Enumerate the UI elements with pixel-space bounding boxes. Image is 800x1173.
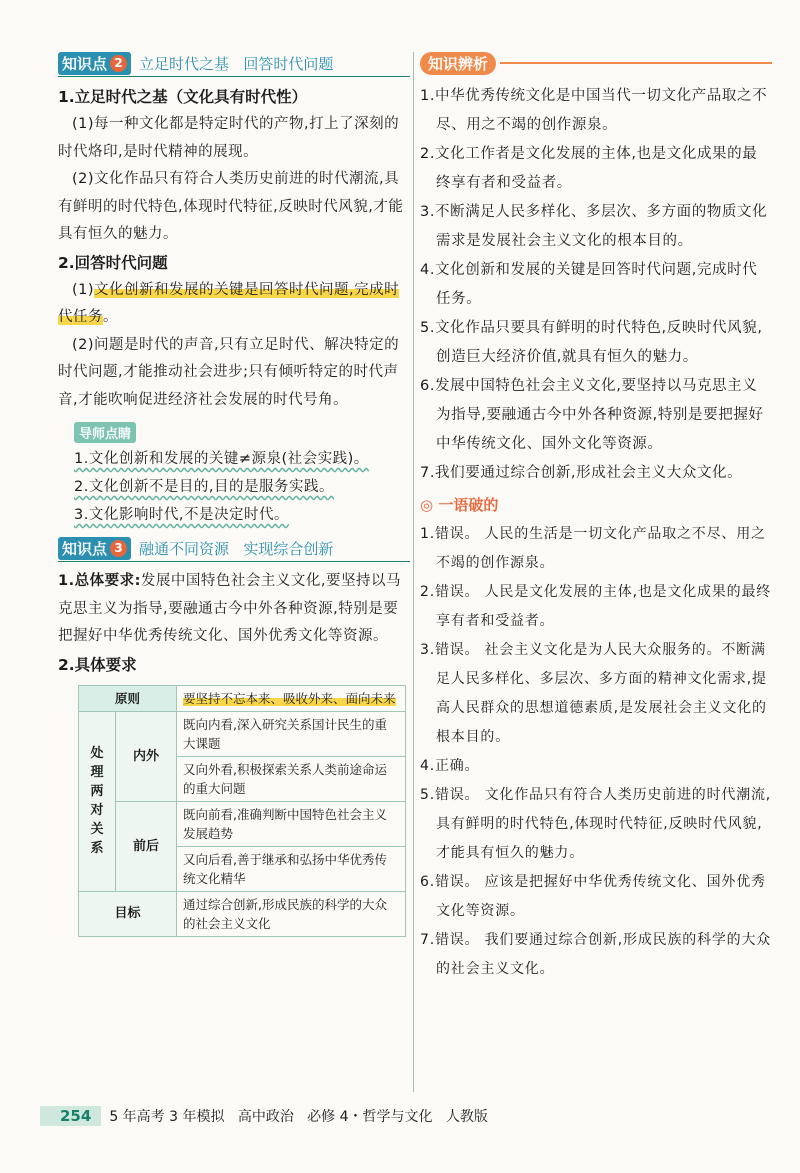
paragraph: (2)问题是时代的声音,只有立足时代、解决特定的时代问题,才能推动社会进步;只有倾听特定的时代声音,才能吹响促进经济社会发展的时代号角。 — [58, 336, 400, 408]
knowledge-point-title: 融通不同资源 实现综合创新 — [139, 539, 334, 558]
table-cell: 要坚持不忘本来、吸收外来、面向未来 — [177, 685, 406, 711]
knowledge-point-title: 立足时代之基 回答时代问题 — [139, 54, 334, 73]
table-cell: 又向后看,善于继承和弘扬中华优秀传统文化精华 — [177, 846, 406, 891]
section-heading: 1.立足时代之基（文化具有时代性） — [58, 88, 308, 106]
list-item: 4.正确。 — [420, 758, 480, 774]
table-cell: 原则 — [79, 685, 177, 711]
knowledge-point-number: 2 — [110, 55, 127, 72]
list-item: 5.文化作品只要具有鲜明的时代特色,反映时代风貌,创造巨大经济价值,就具有恒久的魅力。 — [420, 320, 763, 365]
knowledge-point-tag: 知识点 3 — [58, 537, 131, 560]
header-rule — [500, 62, 772, 64]
table-row — [79, 801, 406, 846]
list-item: 2.文化工作者是文化发展的主体,也是文化成果的最终享有者和受益者。 — [420, 146, 758, 191]
knowledge-point-2-header — [58, 50, 410, 77]
list-item: 1.中华优秀传统文化是中国当代一切文化产品取之不尽、用之不竭的创作源泉。 — [420, 88, 768, 133]
list-item: 3.不断满足人民多样化、多层次、多方面的物质文化需求是发展社会主义文化的根本目的。 — [420, 204, 768, 249]
list-item: 7.错误。 我们要通过综合创新,形成民族的科学的大众的社会主义文化。 — [420, 932, 772, 977]
section-heading: 2.回答时代问题 — [58, 253, 168, 272]
table-cell: 前后 — [116, 801, 177, 891]
section-heading: 2.具体要求 — [58, 655, 137, 674]
paragraph: (1)每一种文化都是特定时代的产物,打上了深刻的时代烙印,是时代精神的展现。 — [58, 116, 400, 160]
page-footer — [40, 1104, 740, 1128]
discrimination-list — [420, 82, 772, 488]
table-cell: 通过综合创新,形成民族的科学的大众的社会主义文化 — [177, 891, 406, 936]
list-item: 6.错误。 应该是把握好中华优秀传统文化、国外优秀文化等资源。 — [420, 874, 766, 919]
footer-text: 5 年高考 3 年模拟 高中政治 必修 4・哲学与文化 人教版 — [109, 1109, 488, 1125]
tutor-tip: 2.文化创新不是目的,目的是服务实践。 — [74, 479, 334, 495]
table-row — [79, 685, 406, 711]
table-cell: 处理两对关系 — [79, 711, 116, 891]
list-item: 5.错误。 文化作品只有符合人类历史前进的时代潮流,具有鲜明的时代特色,体现时代特征,反映时代风貌,才能具有恒久的魅力。 — [420, 787, 772, 861]
knowledge-discrimination-tag: 知识辨析 — [420, 52, 496, 75]
list-item: 6.发展中国特色社会主义文化,要坚持以马克思主义为指导,要融通古今中外各种资源,特别是要把握好中华传统文化、国外文化等资源。 — [420, 378, 764, 452]
knowledge-point-tag: 知识点 2 — [58, 52, 131, 75]
tutor-tip: 3.文化影响时代,不是决定时代。 — [74, 507, 289, 523]
list-item: 7.我们要通过综合创新,形成社会主义大众文化。 — [420, 465, 743, 481]
paragraph: 1.总体要求:发展中国特色社会主义文化,要坚持以马克思主义为指导,要融通古今中外各种资源,特别是要把握好中华优秀传统文化、国外优秀文化等资源。 — [58, 573, 402, 644]
answer-list — [420, 520, 772, 984]
one-word-header: ◎ 一语破的 — [420, 496, 499, 514]
paragraph-highlighted: (1)文化创新和发展的关键是回答时代问题,完成时代任务。 — [58, 281, 400, 325]
list-item: 1.错误。 人民的生活是一切文化产品取之不尽、用之不竭的创作源泉。 — [420, 526, 766, 571]
list-item: 3.错误。 社会主义文化是为人民大众服务的。不断满足人民多样化、多层次、多方面的精神文化需求,提高人民群众的思想道德素质,是发展社会主义文化的根本目的。 — [420, 642, 767, 745]
list-item: 4.文化创新和发展的关键是回答时代问题,完成时代任务。 — [420, 262, 758, 307]
paragraph: (2)文化作品只有符合人类历史前进的时代潮流,具有鲜明的时代特色,体现时代特征,反映时代风貌,才能具有恒久的魅力。 — [58, 171, 404, 242]
tutor-tip-tag: 导师点睛 — [74, 422, 136, 443]
page-number: 254 — [40, 1106, 101, 1126]
requirements-table — [78, 685, 406, 937]
right-column — [420, 50, 772, 984]
knowledge-point-3-header — [58, 535, 410, 562]
table-cell: 内外 — [116, 711, 177, 801]
table-cell: 既向内看,深入研究关系国计民生的重大课题 — [177, 711, 406, 756]
knowledge-point-number: 3 — [110, 540, 127, 557]
left-column — [58, 50, 410, 937]
table-row — [79, 711, 406, 756]
column-divider — [413, 52, 414, 1092]
highlight: 文化创新和发展的关键是回答时代问题,完成时代任务 — [58, 281, 400, 325]
table-cell: 又向外看,积极探索关系人类前途命运的重大问题 — [177, 756, 406, 801]
list-item: 2.错误。 人民是文化发展的主体,也是文化成果的最终享有者和受益者。 — [420, 584, 772, 629]
table-cell: 目标 — [79, 891, 177, 936]
knowledge-discrimination-header — [420, 50, 772, 76]
target-icon: ◎ — [420, 496, 434, 514]
table-cell: 既向前看,准确判断中国特色社会主义发展趋势 — [177, 801, 406, 846]
tutor-tip: 1.文化创新和发展的关键≠源泉(社会实践)。 — [74, 451, 369, 467]
table-row — [79, 891, 406, 936]
